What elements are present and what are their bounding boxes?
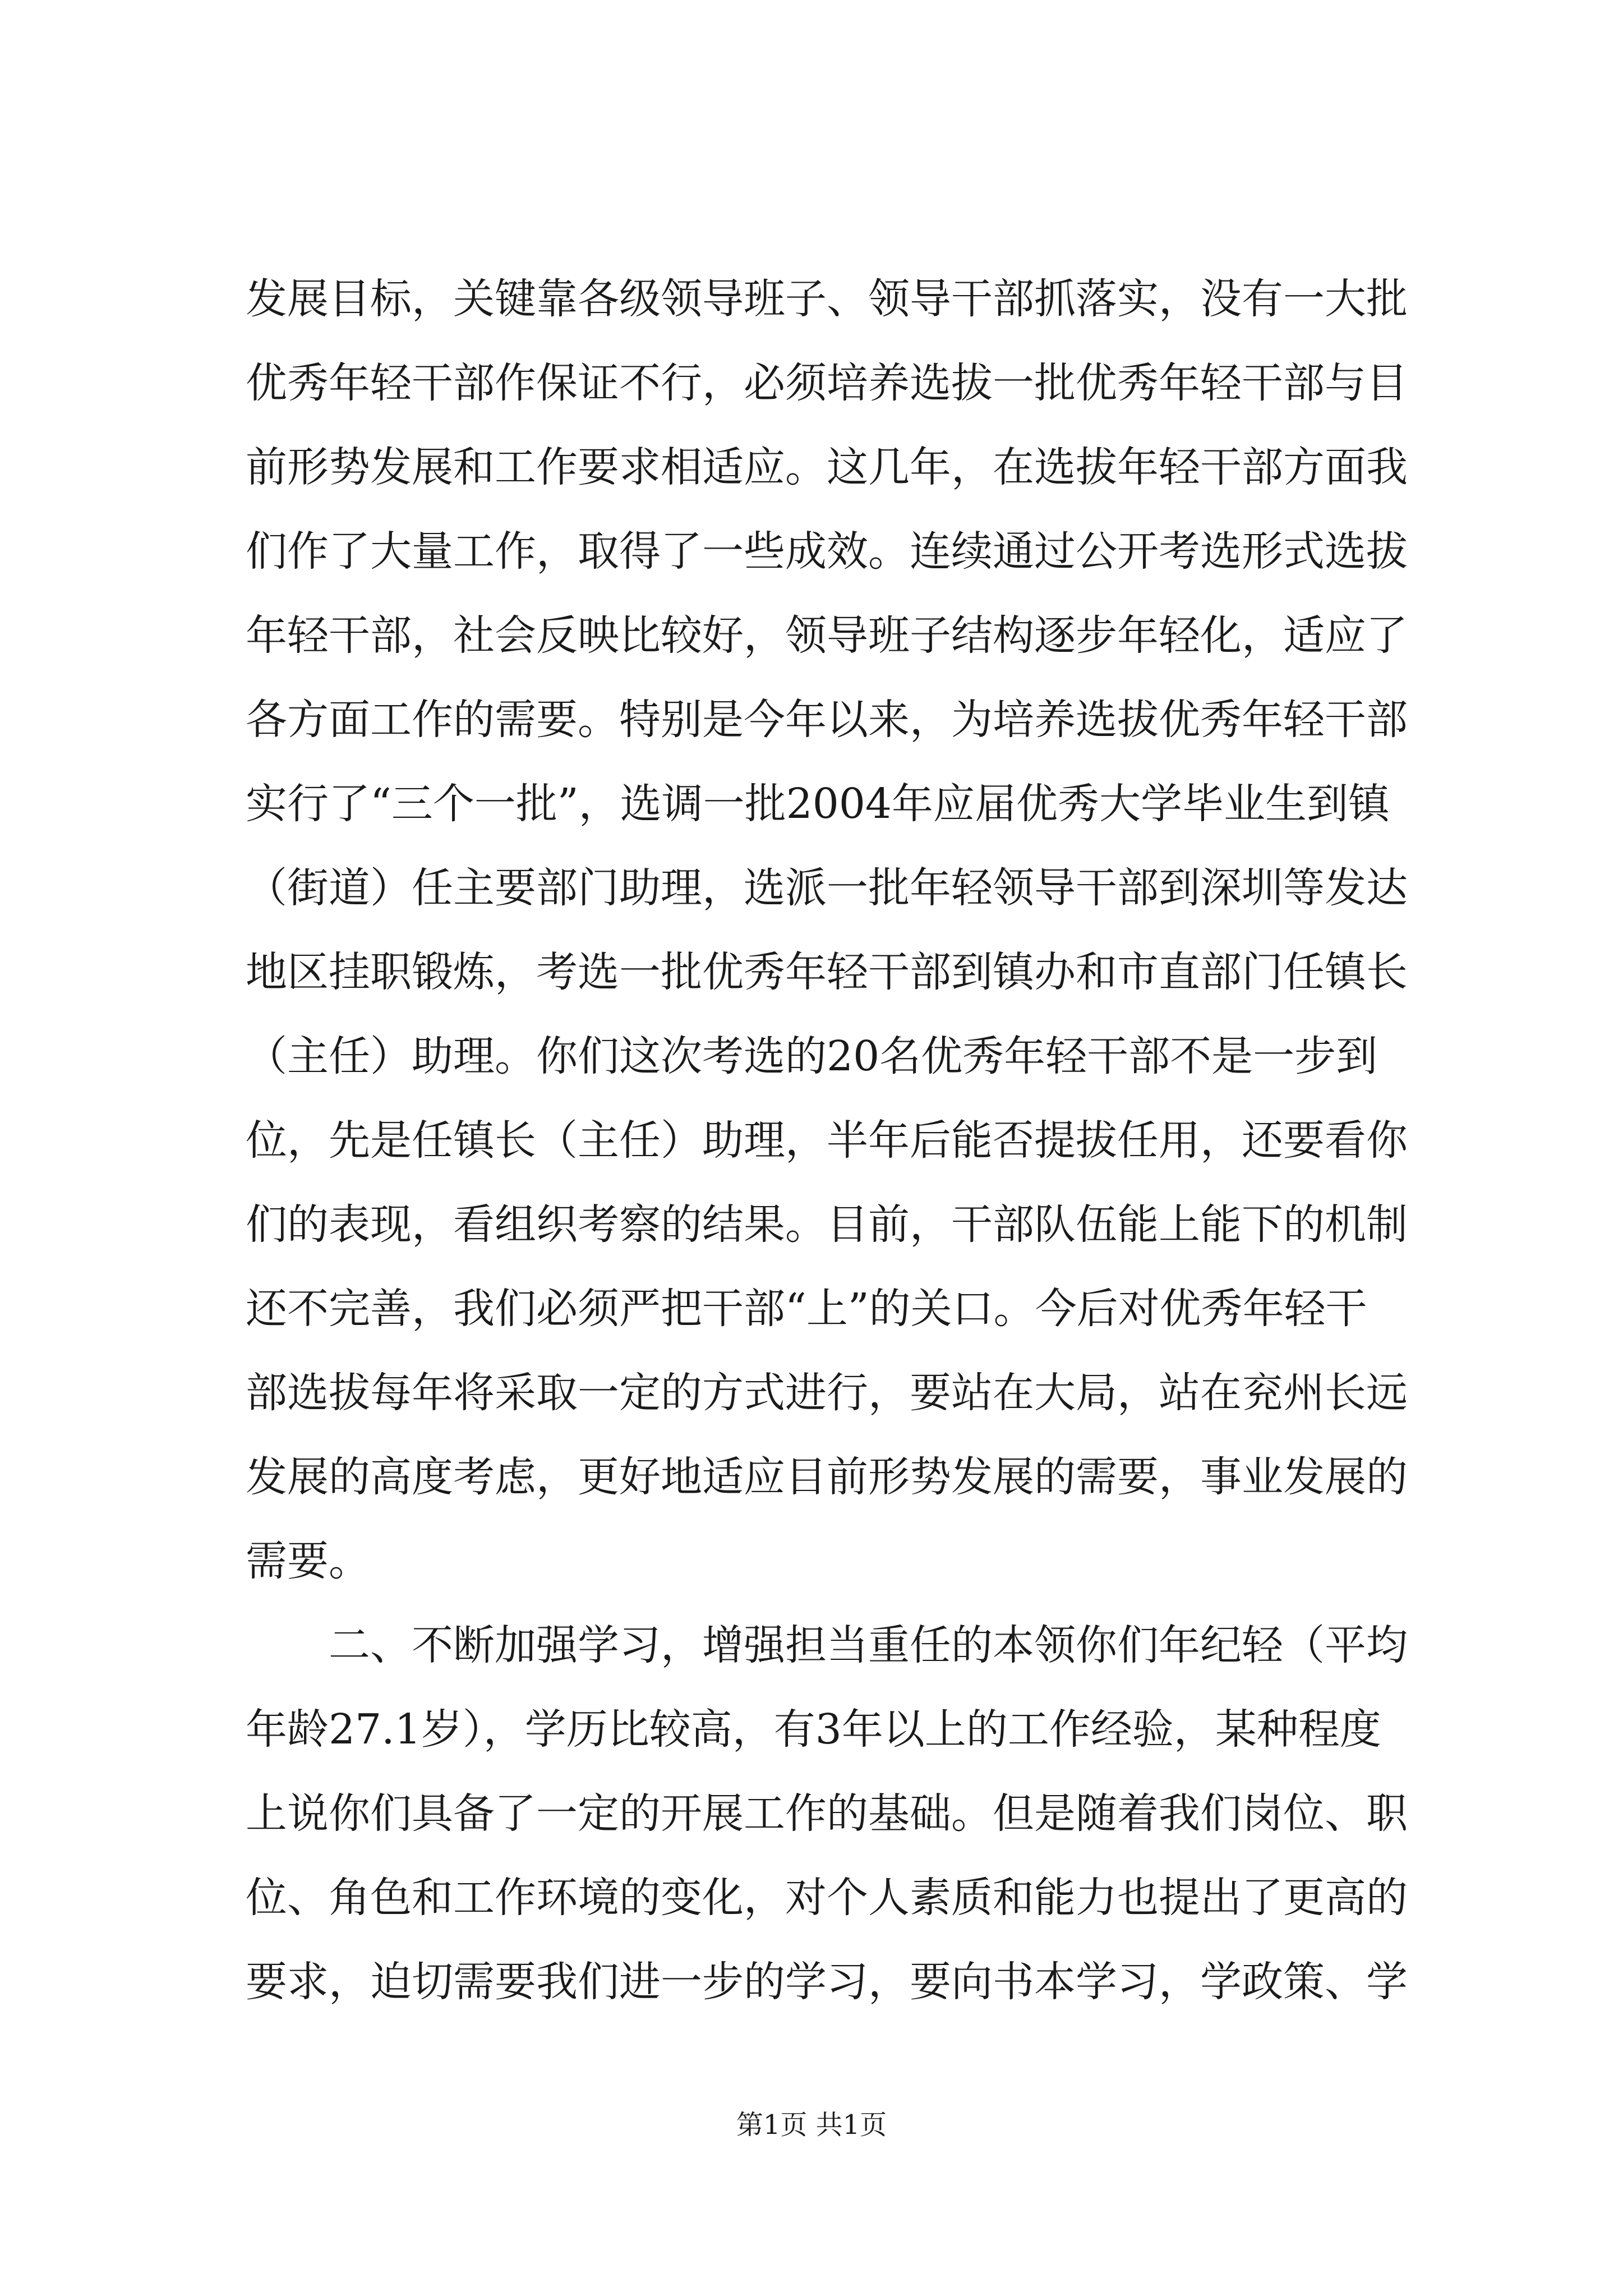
text-line: 地区挂职锻炼，考选一批优秀年轻干部到镇办和市直部门任镇长 <box>246 948 1408 996</box>
text-line: 实行了“三个一批”，选调一批2004年应届优秀大学毕业生到镇 <box>246 780 1390 828</box>
text-line: 二、不断加强学习，增强担当重任的本领你们年纪轻（平均 <box>246 1621 1408 1669</box>
text-line: 优秀年轻干部作保证不行，必须培养选拔一批优秀年轻干部与目 <box>246 359 1408 407</box>
text-line: 年龄27.1岁），学历比较高，有3年以上的工作经验，某种程度 <box>246 1705 1381 1754</box>
text-line: 位，先是任镇长（主任）助理，半年后能否提拔任用，还要看你 <box>246 1116 1408 1165</box>
text-line: 上说你们具备了一定的开展工作的基础。但是随着我们岗位、职 <box>246 1789 1408 1838</box>
document-body <box>246 257 1418 2024</box>
text-line: （街道）任主要部门助理，选派一批年轻领导干部到深圳等发达 <box>246 864 1408 912</box>
text-line: 发展的高度考虑，更好地适应目前形势发展的需要，事业发展的 <box>246 1453 1408 1501</box>
text-line: 发展目标，关键靠各级领导班子、领导干部抓落实，没有一大批 <box>246 275 1408 323</box>
text-line: 要求，迫切需要我们进一步的学习，要向书本学习，学政策、学 <box>246 1958 1408 2006</box>
page-footer: 第1页 共1页 <box>736 2109 887 2141</box>
text-line: 们的表现，看组织考察的结果。目前，干部队伍能上能下的机制 <box>246 1200 1408 1249</box>
text-line: 还不完善，我们必须严把干部“上”的关口。今后对优秀年轻干 <box>246 1285 1367 1333</box>
text-line: 位、角色和工作环境的变化，对个人素质和能力也提出了更高的 <box>246 1874 1408 1922</box>
text-line: 需要。 <box>246 1537 370 1585</box>
text-line: 们作了大量工作，取得了一些成效。连续通过公开考选形式选拔 <box>246 527 1408 576</box>
text-line: 部选拔每年将采取一定的方式进行，要站在大局，站在兖州长远 <box>246 1369 1408 1417</box>
text-line: 前形势发展和工作要求相适应。这几年，在选拔年轻干部方面我 <box>246 443 1408 491</box>
text-line: 年轻干部，社会反映比较好，领导班子结构逐步年轻化，适应了 <box>246 611 1408 660</box>
text-line: （主任）助理。你们这次考选的20名优秀年轻干部不是一步到 <box>246 1032 1378 1080</box>
text-line: 各方面工作的需要。特别是今年以来，为培养选拔优秀年轻干部 <box>246 696 1408 744</box>
